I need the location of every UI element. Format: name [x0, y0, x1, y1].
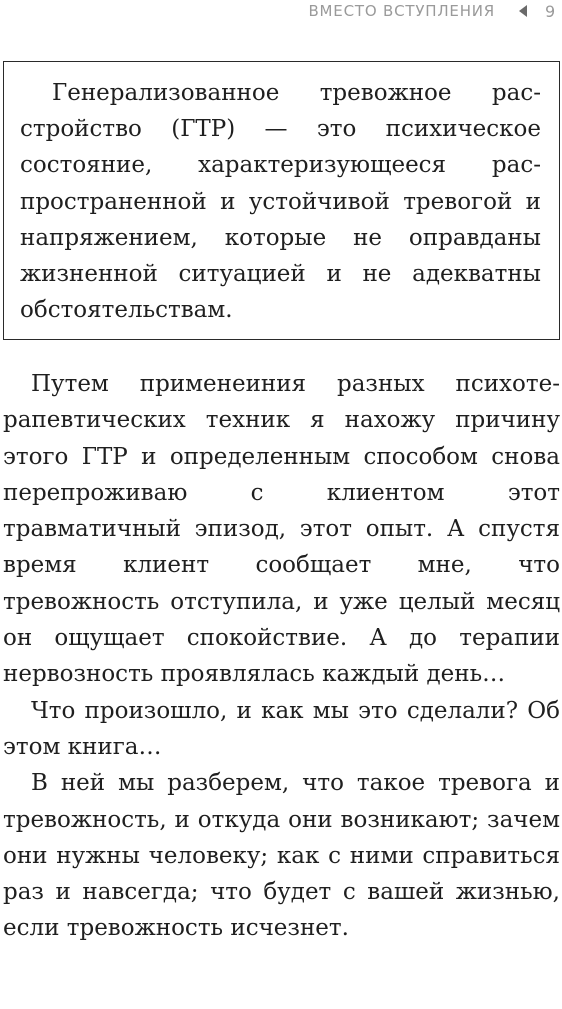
arrow-left-icon: [519, 5, 527, 17]
paragraph-1: Путем применеиния разных психотерапевтических техник я нахожу причину этого ГТР и определенным способом снова перепроживаю с клиентом этот травматичный эпизод, этот опыт. А спустя время клиент сообщает мне, что тревожность отступила, и уже целый месяц он ощущает спокойствие. А до терапии нервозность проявлялась каждый день…: [3, 371, 560, 688]
definition-text: Генерализованное тревожное расстройство (ГТР) — это психическое состояние, характеризующееся распространенной и устойчивой тревогой и напряжением, которые не оправданы жизненной ситуацией и не адекватны обстоятельствам.: [20, 80, 541, 324]
page-number: 9: [545, 1, 556, 21]
definition-box: [3, 61, 560, 340]
body-text: [3, 366, 560, 947]
section-title: ВМЕСТО ВСТУПЛЕНИЯ: [308, 2, 496, 20]
running-head: [308, 0, 556, 22]
paragraph-2: Что произошло, и как мы это сделали? Об этом книга…: [3, 697, 560, 760]
paragraph-3: В ней мы разберем, что такое тревога и тревожность, и откуда они возникают; зачем они нужны человеку; как с ними справиться раз и навсегда; что будет с вашей жизнью, если тревожность исчезнет.: [3, 770, 560, 942]
